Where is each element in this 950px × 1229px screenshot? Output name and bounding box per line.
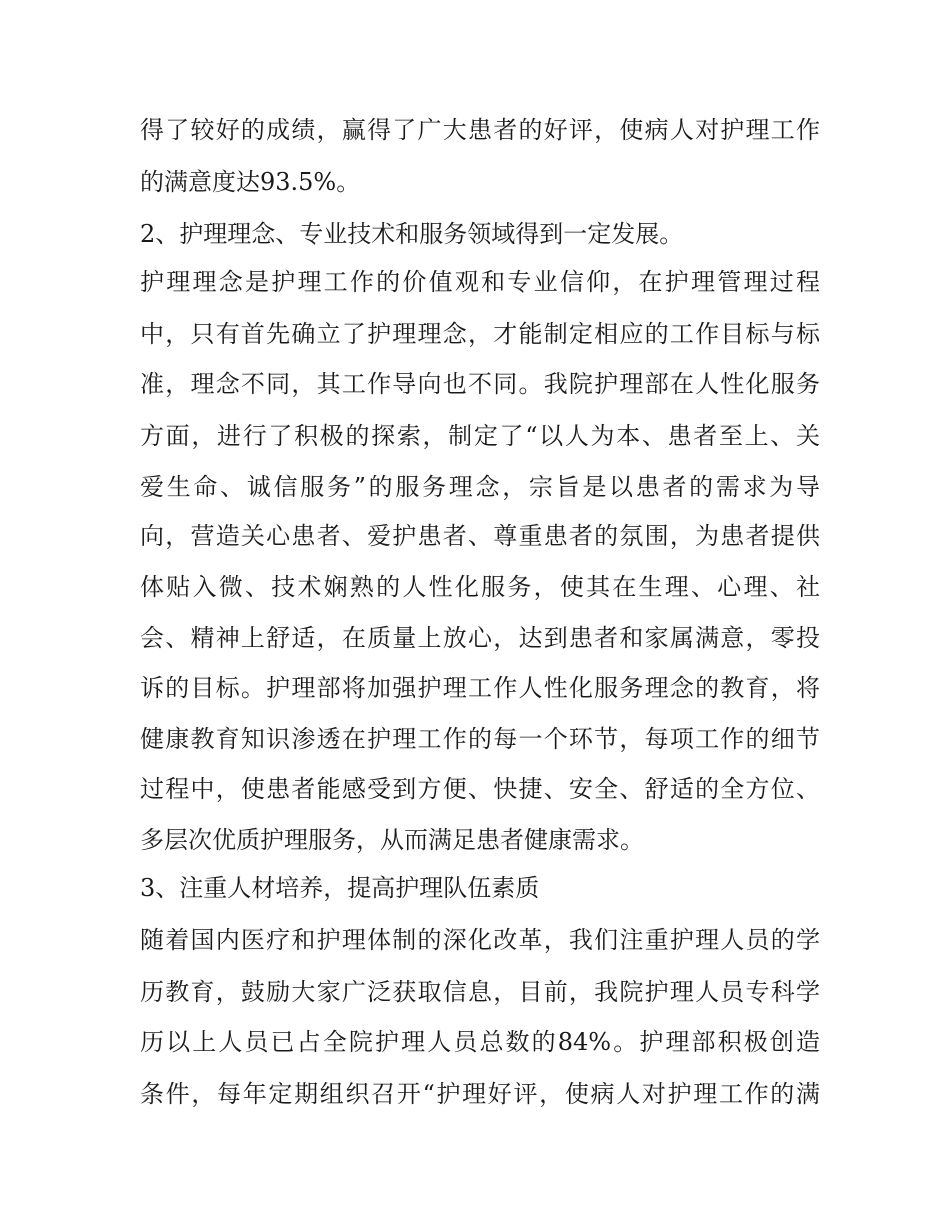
text-line: 历以上人员已占全院护理人员总数的84%。护理部积极创造 (140, 1028, 820, 1056)
text-line: 得了较好的成绩，赢得了广大患者的好评，使病人对护理工作 (140, 116, 820, 144)
text-line: 健康教育知识渗透在护理工作的每一个环节，每项工作的细节 (140, 725, 820, 753)
section-heading: 3、注重人材培养，提高护理队伍素质 (140, 874, 540, 902)
section-heading: 2、护理理念、专业技术和服务领域得到一定发展。 (140, 220, 684, 248)
text-line: 中，只有首先确立了护理理念，才能制定相应的工作目标与标 (140, 320, 820, 348)
text-line: 过程中，使患者能感受到方便、快捷、安全、舒适的全方位、 (140, 775, 820, 803)
text-line: 会、精神上舒适，在质量上放心，达到患者和家属满意，零投 (140, 624, 820, 652)
text-line: 爱生命、诚信服务”的服务理念，宗旨是以患者的需求为导 (140, 473, 820, 501)
text-line: 体贴入微、技术娴熟的人性化服务，使其在生理、心理、社 (140, 573, 820, 601)
text-line: 多层次优质护理服务，从而满足患者健康需求。 (140, 826, 644, 854)
text-line: 护理理念是护理工作的价值观和专业信仰，在护理管理过程 (140, 268, 820, 296)
text-line: 准，理念不同，其工作导向也不同。我院护理部在人性化服务 (140, 370, 820, 398)
text-line: 的满意度达93.5%。 (140, 168, 361, 196)
text-line: 方面，进行了积极的探索，制定了“以人为本、患者至上、关 (140, 422, 820, 450)
text-line: 条件，每年定期组织召开“护理好评，使病人对护理工作的满 (140, 1080, 820, 1108)
text-line: 向，营造关心患者、爱护患者、尊重患者的氛围，为患者提供 (140, 522, 820, 550)
text-line: 诉的目标。护理部将加强护理工作人性化服务理念的教育，将 (140, 674, 820, 702)
text-line: 历教育，鼓励大家广泛获取信息，目前，我院护理人员专科学 (140, 978, 820, 1006)
text-line: 随着国内医疗和护理体制的深化改革，我们注重护理人员的学 (140, 926, 820, 954)
